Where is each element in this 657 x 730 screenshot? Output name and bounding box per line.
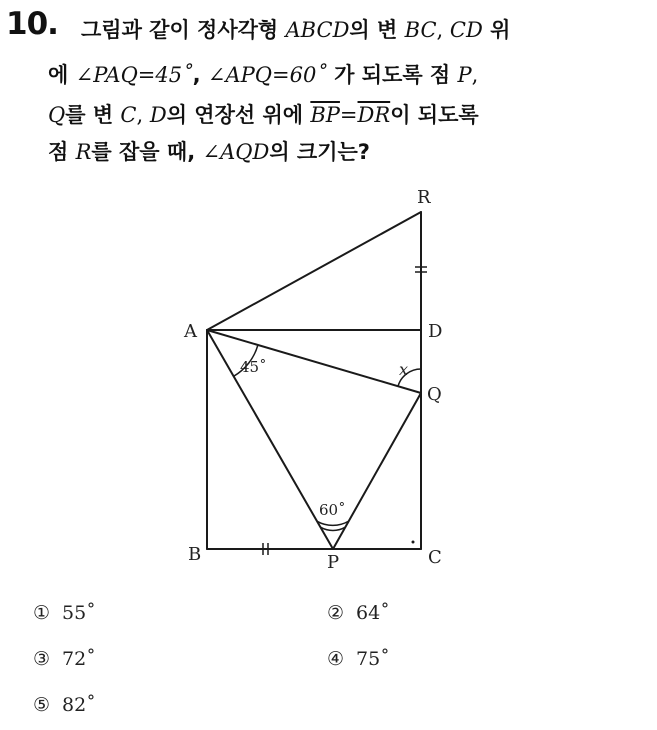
math-segment: D <box>149 103 167 127</box>
math-segment: BC <box>404 18 437 42</box>
angle-arc-apq-inner <box>321 527 346 530</box>
label-d: D <box>428 321 443 342</box>
text-segment: 의 크기는? <box>269 140 370 164</box>
math-segment: ∠PAQ=45˚ <box>75 63 193 87</box>
text-segment: , <box>192 63 208 87</box>
segment-dr-overline: $\overline{DR}$ <box>357 103 391 127</box>
text-segment: 의 변 <box>349 18 405 42</box>
text-segment: 점 <box>48 140 76 164</box>
math-segment: CD <box>449 18 483 42</box>
segment-ap <box>207 330 333 549</box>
segment-pq <box>333 393 421 549</box>
choice-text: 64˚ <box>356 602 390 624</box>
choice-5[interactable] <box>33 694 96 716</box>
math-segment: Q <box>48 103 66 127</box>
label-q: Q <box>427 384 442 405</box>
text-segment: , <box>436 18 450 42</box>
choice-marker: ④ <box>327 648 345 670</box>
math-segment: ∠AQD <box>202 140 270 164</box>
segment-bp-overline: $\overline{BP}$ <box>310 103 340 127</box>
text-segment: 그림과 같이 정사각형 <box>81 18 286 42</box>
label-angle-60: 60˚ <box>319 501 346 519</box>
choice-text: 82˚ <box>62 694 96 716</box>
question-number: 10. <box>6 6 58 42</box>
label-r: R <box>417 187 431 208</box>
text-segment: , <box>136 103 150 127</box>
math-segment: P <box>457 63 472 87</box>
text-segment: 위 <box>482 18 511 42</box>
choice-marker: ① <box>33 602 51 624</box>
choice-3[interactable] <box>33 648 96 670</box>
choice-marker: ③ <box>33 648 51 670</box>
math-segment: C <box>120 103 137 127</box>
text-segment: 를 변 <box>65 103 121 127</box>
choice-text: 75˚ <box>356 648 390 670</box>
math-segment: R <box>75 140 92 164</box>
choice-text: 72˚ <box>62 648 96 670</box>
choice-4[interactable] <box>327 648 390 670</box>
choice-marker: ⑤ <box>33 694 51 716</box>
text-segment: , <box>471 63 479 87</box>
choice-marker: ② <box>327 602 345 624</box>
label-b: B <box>188 544 202 565</box>
math-segment: ABCD <box>285 18 350 42</box>
text-segment: 에 <box>48 63 76 87</box>
segment-ar <box>207 212 421 330</box>
label-angle-45: 45˚ <box>240 358 267 376</box>
label-p: P <box>327 552 340 573</box>
angle-arc-apq-outer <box>317 521 349 525</box>
text-segment: 가 되도록 점 <box>326 63 458 87</box>
right-angle-mark-c <box>412 541 415 544</box>
text-segment: 이 되도록 <box>390 103 479 127</box>
label-angle-x: x <box>399 360 409 379</box>
choice-text: 55˚ <box>62 602 96 624</box>
choice-1[interactable] <box>33 602 96 624</box>
text-segment: 를 잡을 때, <box>91 140 203 164</box>
label-c: C <box>428 547 442 568</box>
text-segment: 의 연장선 위에 <box>166 103 311 127</box>
equals-sign: = <box>339 103 358 127</box>
label-a: A <box>184 321 197 342</box>
math-segment: ∠APQ=60˚ <box>207 63 327 87</box>
choice-2[interactable] <box>327 602 390 624</box>
